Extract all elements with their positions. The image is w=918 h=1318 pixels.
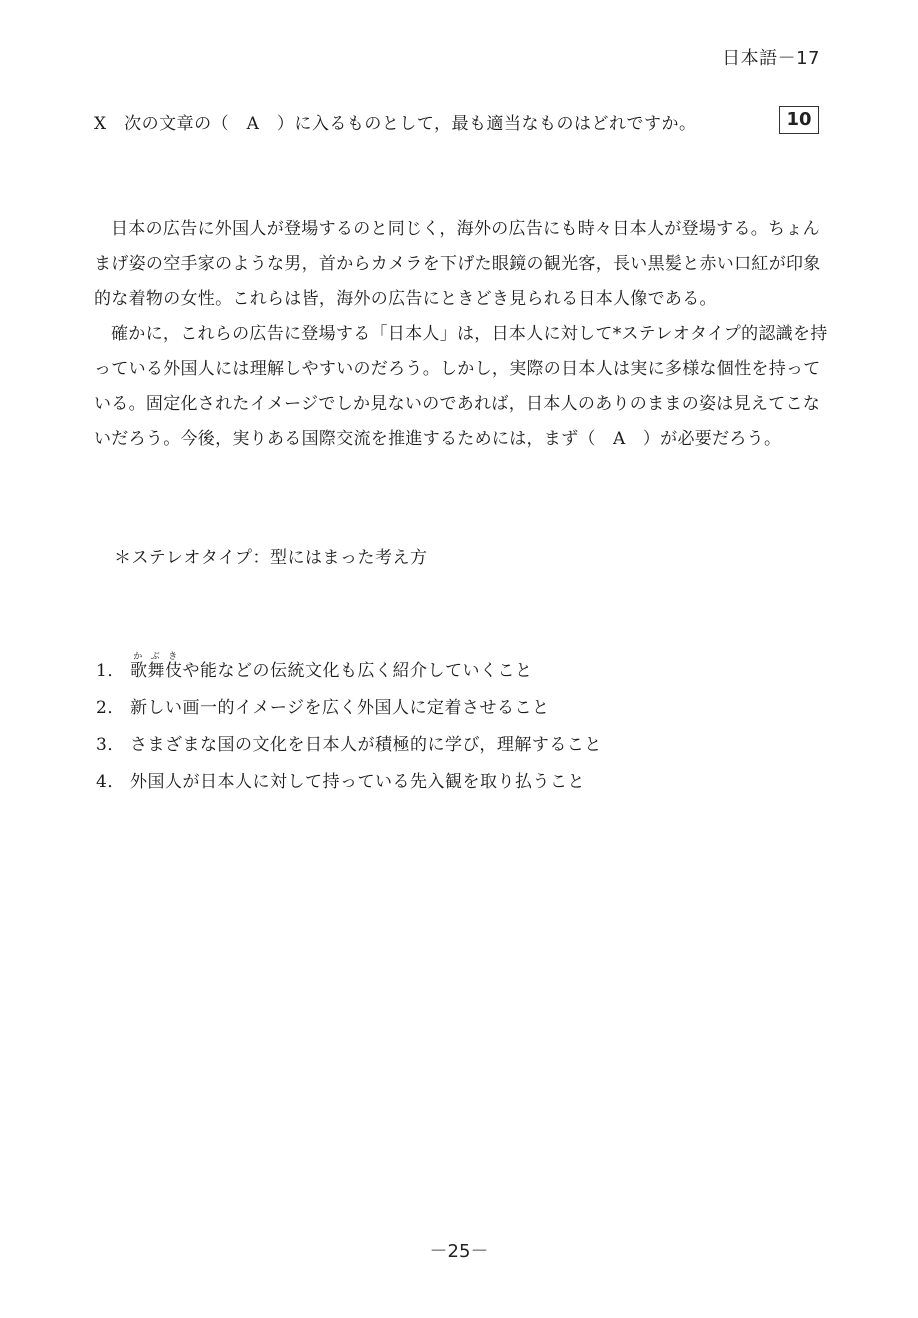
answer-options	[96, 644, 602, 792]
page-header-label: 日本語－17	[722, 48, 820, 69]
answer-option-2[interactable]	[96, 681, 602, 718]
question-number-box: 10	[779, 106, 819, 134]
answer-option-4[interactable]	[96, 755, 602, 792]
answer-option-3[interactable]	[96, 718, 602, 755]
page-number: －25－	[429, 1241, 489, 1262]
answer-option-1[interactable]	[96, 644, 602, 681]
reading-passage	[94, 212, 834, 457]
option-text: 歌舞伎かぶきや能などの伝統文化も広く紹介していくこと	[130, 652, 533, 681]
option-number: 3．	[96, 735, 125, 755]
ruby-annotation: 歌舞伎かぶき	[130, 652, 183, 681]
question-prompt: X 次の文章の（ A ）に入るものとして，最も適当なものはどれですか。	[94, 114, 697, 134]
option-text: さまざまな国の文化を日本人が積極的に学び，理解すること	[130, 735, 602, 755]
option-number: 2．	[96, 698, 125, 718]
option-number: 4．	[96, 772, 125, 792]
passage-paragraph: 日本の広告に外国人が登場するのと同じく，海外の広告にも時々日本人が登場する。ちょんまげ姿の空手家のような男，首からカメラを下げた眼鏡の観光客，長い黒髪と赤い口紅が印象的な着物の女性。これらは皆，海外の広告にときどき見られる日本人像である。	[94, 219, 821, 309]
option-text: 新しい画一的イメージを広く外国人に定着させること	[130, 698, 550, 718]
footnote: ＊ステレオタイプ：型にはまった考え方	[114, 548, 428, 568]
passage-paragraph: 確かに，これらの広告に登場する「日本人」は，日本人に対して*ステレオタイプ的認識を持っている外国人には理解しやすいのだろう。しかし，実際の日本人は実に多様な個性を持っている。固定化されたイメージでしか見ないのであれば，日本人のありのままの姿は見えてこないだろう。今後，実りある国際交流を推進するためには，まず（ A ）が必要だろう。	[94, 324, 828, 449]
option-number: 1．	[96, 661, 125, 681]
option-text: 外国人が日本人に対して持っている先入観を取り払うこと	[130, 772, 585, 792]
furigana: かぶき	[130, 652, 183, 662]
